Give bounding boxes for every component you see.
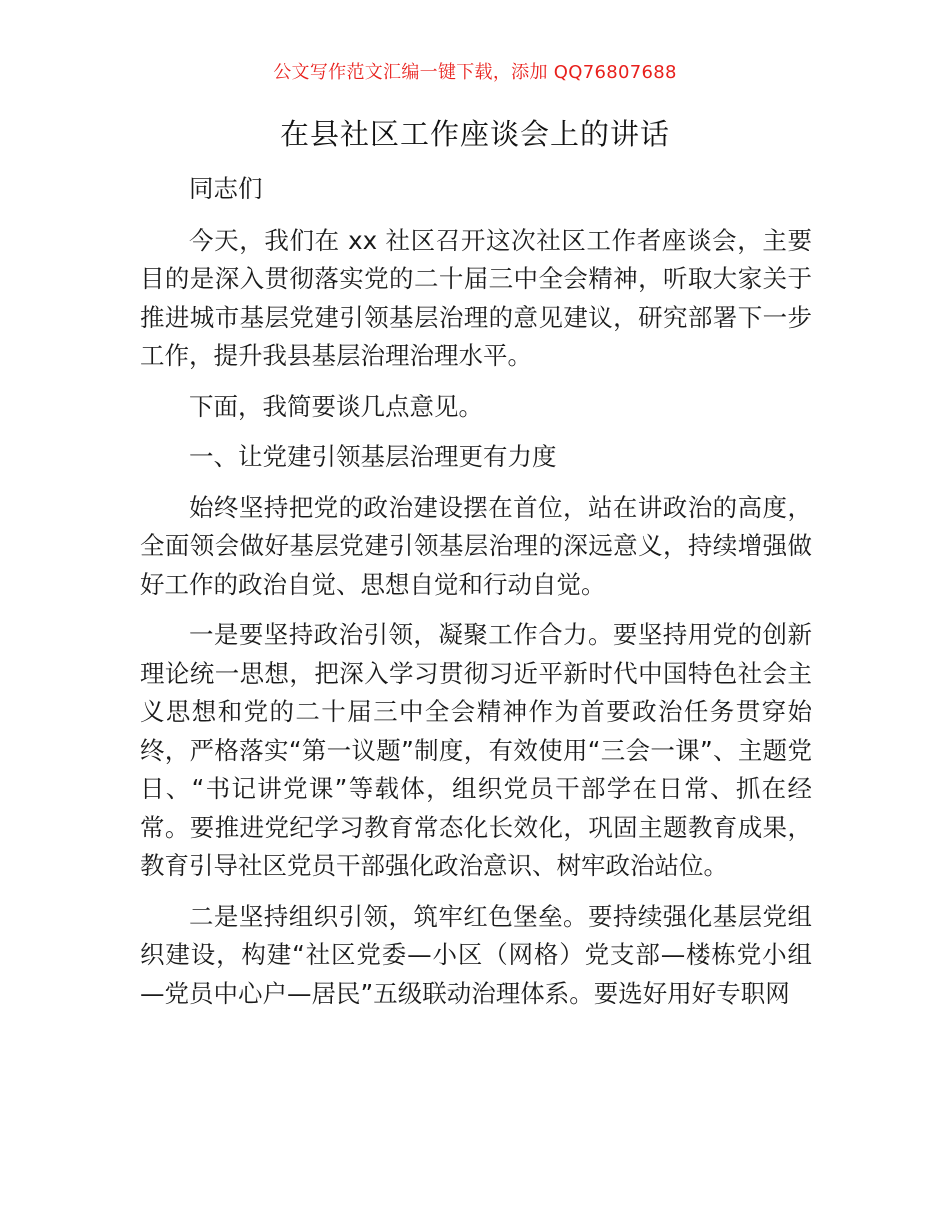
paragraph-section-1-intro: 始终坚持把党的政治建设摆在首位，站在讲政治的高度，全面领会做好基层党建引领基层治理的深远意义，持续增强做好工作的政治自觉、思想自觉和行动自觉。 [140, 492, 812, 599]
document-title: 在县社区工作座谈会上的讲话 [279, 117, 670, 151]
salutation: 同志们 [189, 174, 263, 203]
paragraph-transition: 下面，我简要谈几点意见。 [189, 391, 483, 421]
section-heading-1: 一、让党建引领基层治理更有力度 [189, 442, 557, 471]
paragraph-intro: 今天，我们在 xx 社区召开这次社区工作者座谈会，主要目的是深入贯彻落实党的二十届三中全会精神，听取大家关于推进城市基层党建引领基层治理的意见建议，研究部署下一步工作，提升我县基层治理治理水平。 [140, 225, 812, 370]
paragraph-point-1: 一是要坚持政治引领，凝聚工作合力。要坚持用党的创新理论统一思想，把深入学习贯彻习近平新时代中国特色社会主义思想和党的二十届三中全会精神作为首要政治任务贯穿始终，严格落实“第一议题”制度，有效使用“三会一课”、主题党日、“书记讲党课”等载体，组织党员干部学在日常、抓在经常。要推进党纪学习教育常态化长效化，巩固主题教育成果，教育引导社区党员干部强化政治意识、树牢政治站位。 [140, 620, 812, 880]
document-body [140, 170, 812, 1025]
promo-header-text: 公文写作范文汇编一键下载，添加 QQ76807688 [273, 62, 677, 83]
paragraph-point-2: 二是坚持组织引领，筑牢红色堡垒。要持续强化基层党组织建设，构建“社区党委—小区（网格）党支部—楼栋党小组—党员中心户—居民”五级联动治理体系。要选好用好专职网 [140, 901, 812, 1008]
